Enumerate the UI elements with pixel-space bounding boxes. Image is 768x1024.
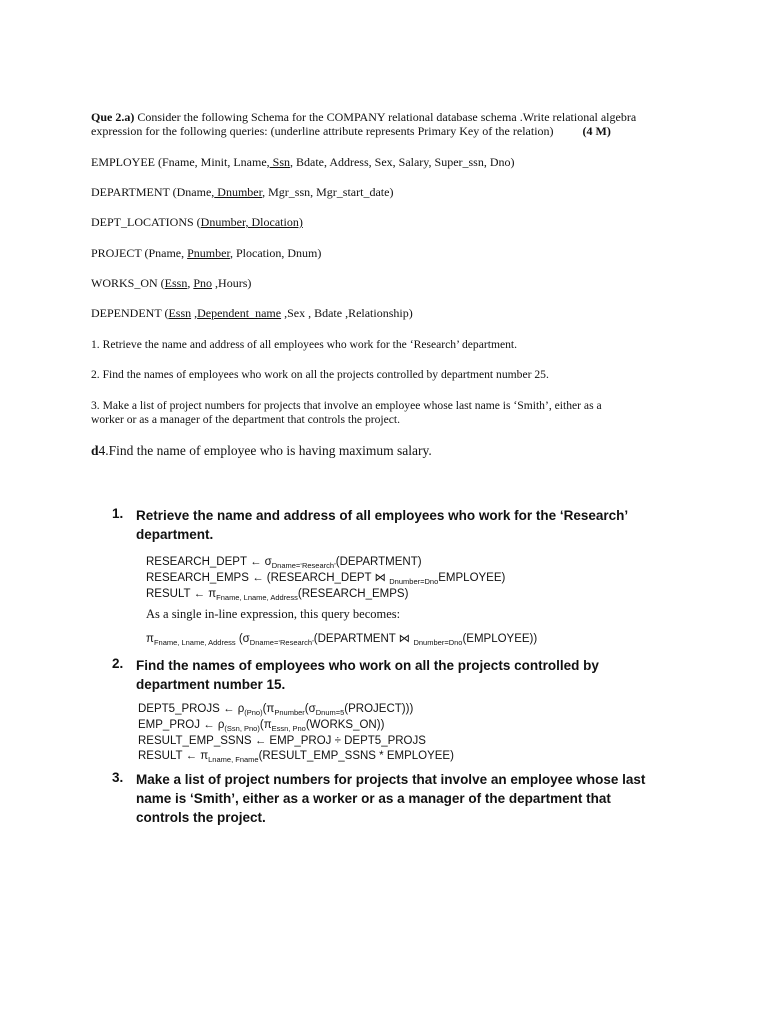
expression-2-line-4 [138, 749, 454, 767]
expression-2-line-3: RESULT_EMP_SSNS ← EMP_PROJ ÷ DEPT5_PROJS [138, 735, 426, 747]
primary-key: Ssn [269, 155, 290, 169]
question-line-1 [91, 110, 636, 125]
question-text-2: expression for the following queries: (underline attribute represents Primary Key of the relation) [91, 124, 554, 138]
schema-text: , [187, 276, 194, 290]
primary-key: Dnumber [214, 185, 263, 199]
question-text: Consider the following Schema for the COMPANY relational database schema .Write relational algebra [134, 110, 637, 124]
primary-key: Pno [193, 276, 213, 290]
answer-1-number: 1. [112, 506, 124, 521]
expr-subscript: Essn, Pno [271, 724, 306, 733]
marks-badge: (4 M) [582, 124, 611, 138]
expr-text: DEPT5_PROJS ← ρ [138, 703, 245, 715]
schema-text: DEPT_LOCATIONS ( [91, 215, 201, 229]
schema-text: PROJECT (Pname, [91, 246, 188, 260]
question-line-2 [91, 124, 611, 139]
expr-text: (PROJECT))) [344, 703, 414, 715]
schema-dept-locations [91, 215, 303, 230]
query-2: 2. Find the names of employees who work on all the projects controlled by department number 25. [91, 368, 549, 381]
expr-subscript: Lname, Fname [208, 755, 259, 764]
answer-1-line-2: department. [136, 527, 214, 542]
answer-3-line-1: Make a list of project numbers for projects that involve an employee whose last [136, 772, 646, 787]
schema-dependent [91, 306, 413, 321]
expr-subscript: Fname, Lname, Address [153, 638, 236, 647]
answer-2-number: 2. [112, 656, 124, 671]
expression-1-line-3 [146, 587, 408, 605]
primary-key: Dependent_name [197, 306, 282, 320]
expr-text: (DEPARTMENT ⋈ [313, 633, 414, 645]
schema-text: DEPENDENT ( [91, 306, 169, 320]
answer-2-line-1: Find the names of employees who work on all the projects controlled by [136, 658, 599, 673]
expr-subscript: Dnumber=Dno [413, 638, 463, 647]
expr-subscript: Dname=‘Research’ [271, 561, 336, 570]
expr-text: π [146, 633, 154, 645]
expr-text: RESULT ← π [146, 588, 217, 600]
expr-text: (π [262, 703, 275, 715]
schema-text: ,Hours) [212, 276, 252, 290]
expr-text: (EMPLOYEE)) [462, 633, 538, 645]
expr-text: (σ [304, 703, 316, 715]
expr-subscript: (Pno) [244, 708, 263, 717]
query-1: 1. Retrieve the name and address of all employees who work for the ‘Research’ department. [91, 338, 518, 351]
schema-text: , Plocation, Dnum) [229, 246, 322, 260]
query-4 [91, 443, 432, 459]
question-label: Que 2.a) [91, 110, 135, 124]
schema-text: ,Sex , Bdate ,Relationship) [281, 306, 413, 320]
schema-works-on [91, 276, 251, 291]
schema-project [91, 246, 321, 261]
query-4-text: 4.Find the name of employee who is having maximum salary. [98, 443, 432, 458]
expr-text: (σ [235, 633, 250, 645]
expr-subscript: Pnumber [274, 708, 305, 717]
primary-key: Essn [168, 306, 192, 320]
expr-subscript: Dname=‘Research’ [249, 638, 314, 647]
expression-1-inline [146, 632, 537, 650]
primary-key: Pnumber [187, 246, 230, 260]
expr-text: (WORKS_ON)) [305, 719, 385, 731]
expr-text: RESULT ← π [138, 750, 209, 762]
answer-3-line-2: name is ‘Smith’, either as a worker or as a manager of the department that [136, 791, 611, 806]
answer-2-line-2: department number 15. [136, 677, 286, 692]
expr-subscript: (Ssn, Pno) [224, 724, 260, 733]
schema-text: EMPLOYEE (Fname, Minit, Lname, [91, 155, 270, 169]
answer-3-number: 3. [112, 770, 124, 785]
expression-1-note: As a single in-line expression, this query becomes: [146, 607, 401, 621]
schema-department [91, 185, 393, 200]
schema-text: WORKS_ON ( [91, 276, 165, 290]
expr-text: (RESEARCH_EMPS) [297, 588, 409, 600]
expr-subscript: Dnum=5 [315, 708, 345, 717]
expr-text: (π [259, 719, 272, 731]
expr-text: EMPLOYEE) [438, 572, 506, 584]
expr-text: RESEARCH_DEPT ← σ [146, 556, 272, 568]
answer-1-line-1: Retrieve the name and address of all employees who work for the ‘Research’ [136, 508, 629, 523]
query-3-line-2: worker or as a manager of the department that controls the project. [91, 413, 401, 426]
primary-key: Essn [164, 276, 188, 290]
expr-text: RESEARCH_EMPS ← (RESEARCH_DEPT ⋈ [146, 572, 390, 584]
primary-key: Dnumber, Dlocation) [200, 215, 303, 229]
schema-text: , Mgr_ssn, Mgr_start_date) [262, 185, 394, 199]
schema-text: DEPARTMENT (Dname, [91, 185, 215, 199]
answer-3-line-3: controls the project. [136, 810, 266, 825]
answer-2-heading [136, 656, 599, 694]
expr-text: EMP_PROJ ← ρ [138, 719, 225, 731]
expr-text: (DEPARTMENT) [335, 556, 422, 568]
expr-subscript: Fname, Lname, Address [216, 593, 298, 602]
query-4-prefix: d [91, 443, 99, 458]
schema-text: , [191, 306, 198, 320]
query-3-line-1: 3. Make a list of project numbers for projects that involve an employee whose last name is ‘Smith’, either as a [91, 399, 602, 412]
expr-subscript: Dnumber=Dno [389, 577, 439, 586]
schema-employee [91, 155, 515, 170]
expr-text: (RESULT_EMP_SSNS * EMPLOYEE) [258, 750, 454, 762]
schema-text: , Bdate, Address, Sex, Salary, Super_ssn, Dno) [289, 155, 515, 169]
answer-3-heading [136, 770, 645, 827]
answer-1-heading [136, 506, 628, 544]
